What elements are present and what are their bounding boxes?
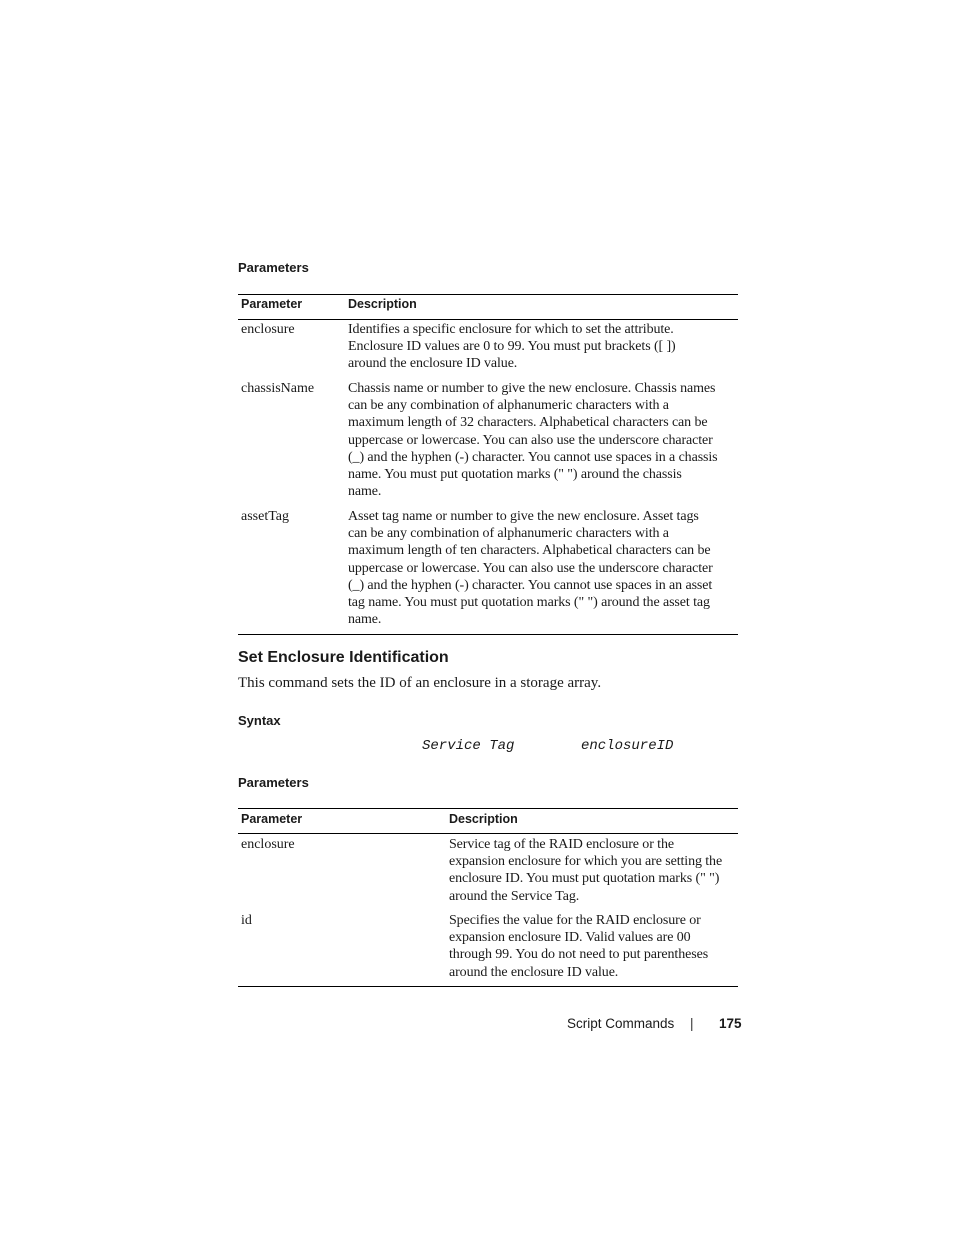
table-1-col-description: Description <box>348 297 417 311</box>
parameters-heading-1: Parameters <box>238 260 309 275</box>
table-1-header-rule <box>238 319 738 320</box>
table-2-row-id-param: id <box>241 913 252 928</box>
table-2-col-parameter: Parameter <box>241 812 303 826</box>
footer-separator: | <box>690 1016 694 1031</box>
table-1-row-enclosure-desc: Identifies a specific enclosure for which to set the attribute. Enclosure ID values are 0 to 99. You must put brackets ([ ]) around the enclosure ID value. <box>348 322 676 372</box>
table-1-row-assettag-desc: Asset tag name or number to give the new enclosure. Asset tags can be any combination of alphanumeric characters with a maximum length of ten characters. Alphabetical characters can be uppercase or lowercase. You can also use the underscore character (_) and the hyphen (-) character. You cannot use spaces in an asset tag name. You must put quotation marks (" ") around the asset tag name. <box>348 509 713 628</box>
footer-page-number: 175 <box>719 1016 742 1031</box>
table-2-bottom-rule <box>238 986 738 987</box>
table-1-top-rule <box>238 294 738 295</box>
table-1-row-chassisname-param: chassisName <box>241 381 315 396</box>
table-2-row-enclosure-desc: Service tag of the RAID enclosure or the expansion enclosure for which you are setting the enclosure ID. You must put quotation marks (" ") around the Service Tag. <box>449 837 723 904</box>
section-intro: This command sets the ID of an enclosure in a storage array. <box>238 675 602 691</box>
section-title: Set Enclosure Identification <box>238 649 449 666</box>
syntax-arg-service-tag: Service Tag <box>422 738 515 754</box>
table-2-header-rule <box>238 833 738 834</box>
table-1-row-assettag-param: assetTag <box>241 509 290 524</box>
parameters-heading-2: Parameters <box>238 775 309 790</box>
syntax-arg-enclosure-id: enclosureID <box>581 738 674 754</box>
table-2-row-id-desc: Specifies the value for the RAID enclosure or expansion enclosure ID. Valid values are 00 through 99. You do not need to put parentheses around the enclosure ID value. <box>449 913 709 980</box>
footer-section-name: Script Commands <box>567 1016 675 1031</box>
table-1-bottom-rule <box>238 634 738 635</box>
syntax-heading: Syntax <box>238 713 281 728</box>
table-2-top-rule <box>238 808 738 809</box>
table-2-col-description: Description <box>449 812 518 826</box>
table-1-col-parameter: Parameter <box>241 297 303 311</box>
table-1-row-chassisname-desc: Chassis name or number to give the new enclosure. Chassis names can be any combination of alphanumeric characters with a maximum length of 32 characters. Alphabetical characters can be uppercase or lowercase. You can also use the underscore character (_) and the hyphen (-) character. You cannot use spaces in a chassis name. You must put quotation marks (" ") around the chassis name. <box>348 381 718 500</box>
table-2-row-enclosure-param: enclosure <box>241 837 295 852</box>
table-1-row-enclosure-param: enclosure <box>241 322 295 337</box>
